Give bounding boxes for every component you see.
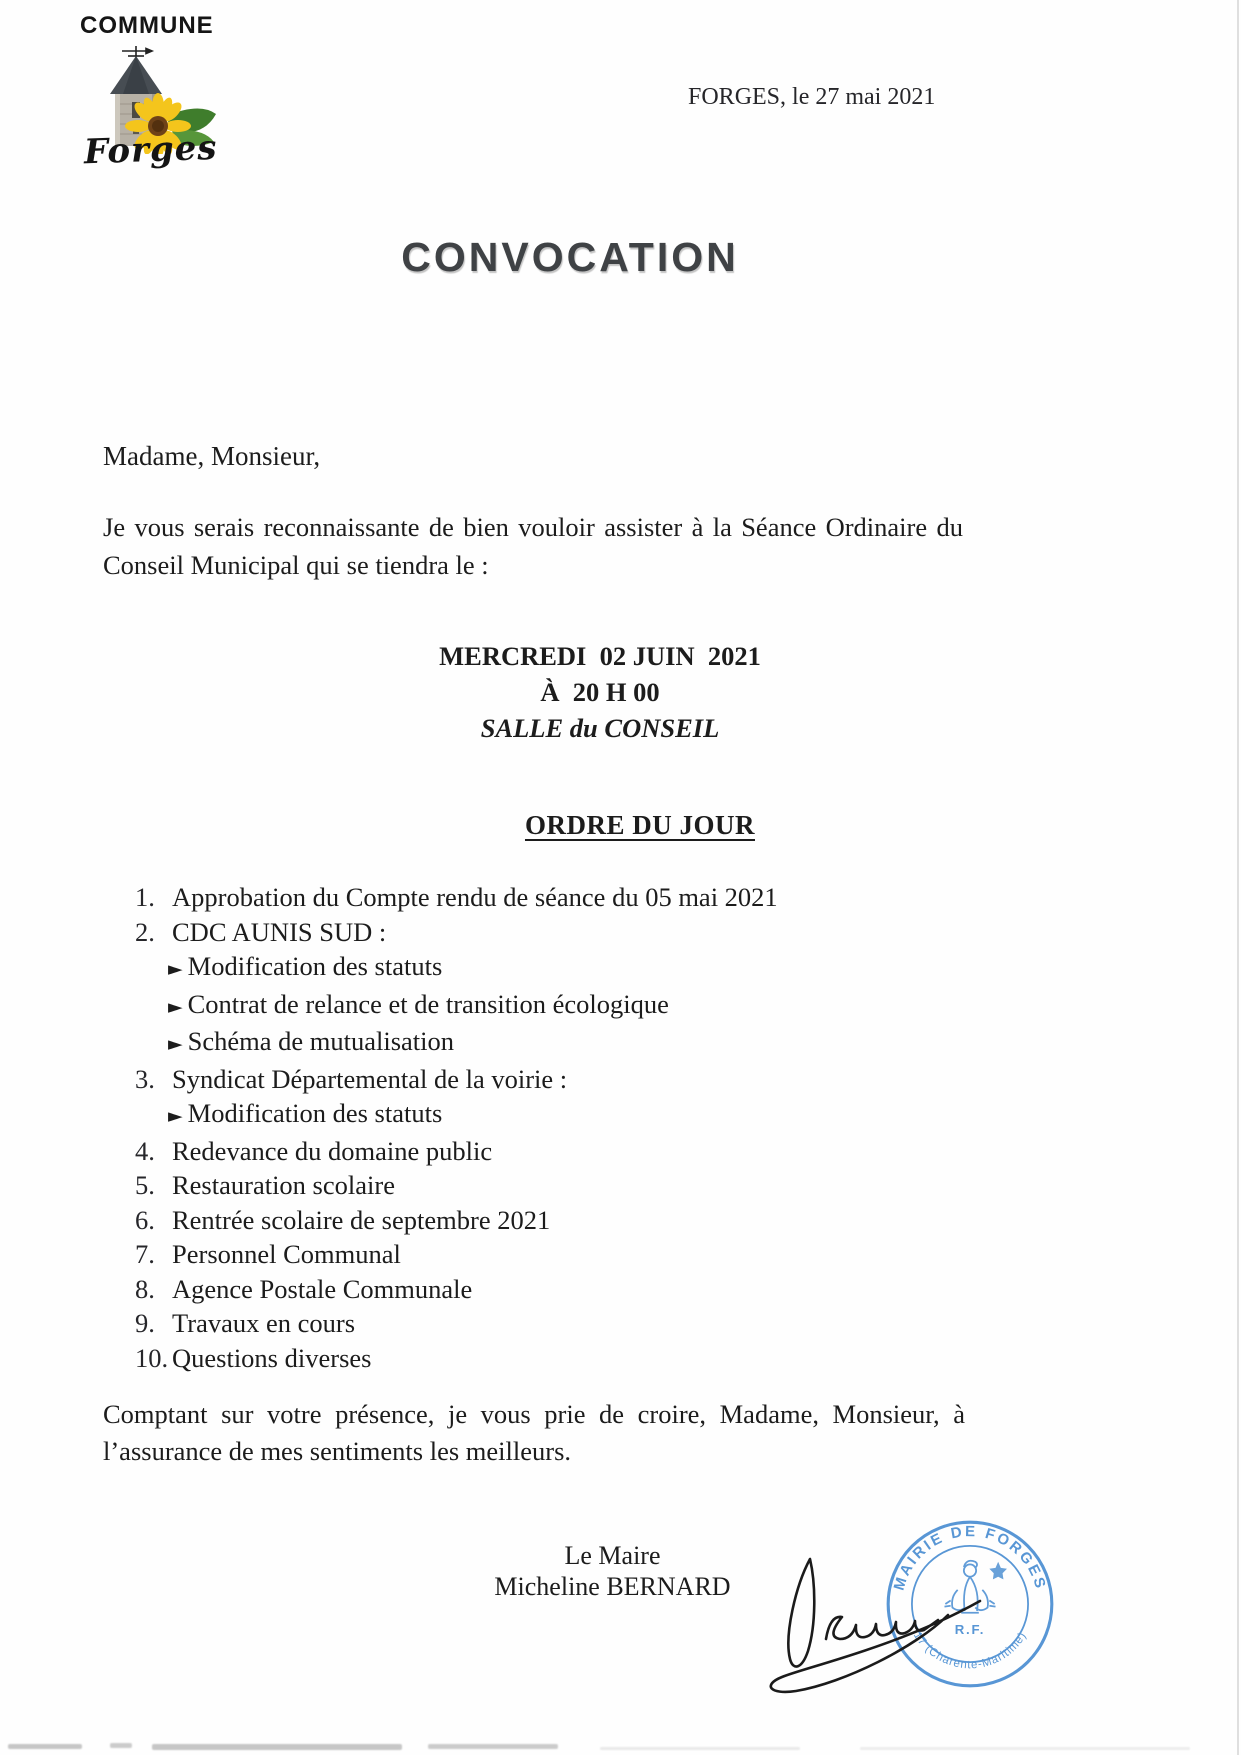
agenda-item-number: 4. xyxy=(135,1135,155,1166)
agenda-sub-item xyxy=(135,1024,1055,1062)
closing-paragraph xyxy=(103,1396,965,1469)
agenda-item-text: Approbation du Compte rendu de séance du 05 mai 2021 xyxy=(172,882,778,912)
stamp-arc-top-text: MAIRIE DE FORGES xyxy=(890,1523,1050,1593)
agenda-item-number: 10. xyxy=(135,1342,169,1373)
scan-edge-line xyxy=(1237,0,1239,1755)
agenda-heading: ORDRE DU JOUR xyxy=(524,810,755,840)
stamp-center-text: R.F. xyxy=(954,1621,986,1637)
arrow-bullet-icon: ► xyxy=(168,995,183,1018)
agenda-sub-text: Modification des statuts xyxy=(187,1098,443,1128)
agenda-item xyxy=(135,1341,1055,1376)
intro-line-2: Conseil Municipal qui se tiendra le : xyxy=(103,550,489,580)
agenda-item-number: 1. xyxy=(135,882,155,912)
intro-paragraph xyxy=(103,508,963,584)
agenda-sub-item xyxy=(135,949,1055,987)
agenda-sub-text: Modification des statuts xyxy=(187,951,443,981)
scan-noise xyxy=(600,1747,800,1750)
agenda-item-text: Rentrée scolaire de septembre 2021 xyxy=(172,1204,551,1235)
scan-noise xyxy=(860,1747,1190,1750)
scan-noise xyxy=(428,1744,558,1749)
agenda-item-number: 9. xyxy=(135,1308,155,1338)
closing-line-2: l’assurance de mes sentiments les meilleurs. xyxy=(103,1435,572,1466)
meeting-date: MERCREDI 02 JUIN 2021 xyxy=(439,641,761,671)
agenda-item xyxy=(135,1306,1055,1341)
agenda-item xyxy=(135,915,1055,950)
agenda-sub-item xyxy=(135,987,1055,1025)
scan-noise xyxy=(152,1744,402,1750)
agenda-item xyxy=(135,1203,1055,1238)
agenda-item-number: 6. xyxy=(135,1204,155,1235)
agenda-item-number: 5. xyxy=(135,1170,155,1200)
forges-script-label: Forges xyxy=(83,127,219,173)
scan-noise xyxy=(110,1743,132,1748)
agenda-item-number: 7. xyxy=(135,1239,155,1269)
agenda-item-text: Travaux en cours xyxy=(172,1308,356,1338)
arrow-bullet-icon: ► xyxy=(168,958,183,980)
agenda-item-text: Syndicat Départemental de la voirie : xyxy=(172,1063,568,1094)
document-title: CONVOCATION xyxy=(401,234,739,280)
agenda-item-text: Agence Postale Communale xyxy=(172,1273,473,1304)
agenda-item xyxy=(135,1062,1055,1097)
agenda-item-text: Redevance du domaine public xyxy=(172,1135,493,1166)
agenda-sub-text: Contrat de relance et de transition écologique xyxy=(187,988,669,1019)
stamp-arc-bottom-text: 17 (Charente-Maritime) xyxy=(910,1629,1030,1672)
handwritten-signature xyxy=(748,1543,1016,1711)
agenda-item-text: Restauration scolaire xyxy=(172,1170,395,1200)
agenda-item-number: 3. xyxy=(135,1063,155,1094)
dateline: FORGES, le 27 mai 2021 xyxy=(688,84,936,110)
closing-line-1: Comptant sur votre présence, je vous prie de croire, Madame, Monsieur, à xyxy=(103,1399,965,1429)
signature-block xyxy=(445,1540,780,1602)
agenda-list xyxy=(135,880,1055,1375)
signer-role: Le Maire xyxy=(564,1541,661,1570)
agenda-item-text: CDC AUNIS SUD : xyxy=(172,916,387,947)
agenda-item xyxy=(135,1168,1055,1203)
agenda-sub-item xyxy=(135,1096,1055,1134)
agenda-item xyxy=(135,1272,1055,1307)
meeting-time: À 20 H 00 xyxy=(540,677,660,707)
agenda-item-text: Personnel Communal xyxy=(172,1239,401,1269)
commune-label: COMMUNE xyxy=(80,12,214,39)
meeting-block xyxy=(130,638,1070,746)
agenda-item-number: 8. xyxy=(135,1273,155,1304)
agenda-item-number: 2. xyxy=(135,916,155,947)
agenda-item xyxy=(135,1134,1055,1169)
agenda-item-text: Questions diverses xyxy=(172,1342,372,1373)
scan-noise xyxy=(8,1744,82,1749)
signer-name: Micheline BERNARD xyxy=(494,1572,731,1601)
salutation: Madame, Monsieur, xyxy=(103,441,321,471)
agenda-sub-text: Schéma de mutualisation xyxy=(187,1026,455,1056)
arrow-bullet-icon: ► xyxy=(168,1033,183,1055)
meeting-location: SALLE du CONSEIL xyxy=(480,713,720,743)
agenda-item xyxy=(135,880,1055,915)
arrow-bullet-icon: ► xyxy=(168,1105,183,1127)
intro-line-1: Je vous serais reconnaissante de bien vouloir assister à la Séance Ordinaire du xyxy=(103,512,963,542)
agenda-item xyxy=(135,1237,1055,1272)
